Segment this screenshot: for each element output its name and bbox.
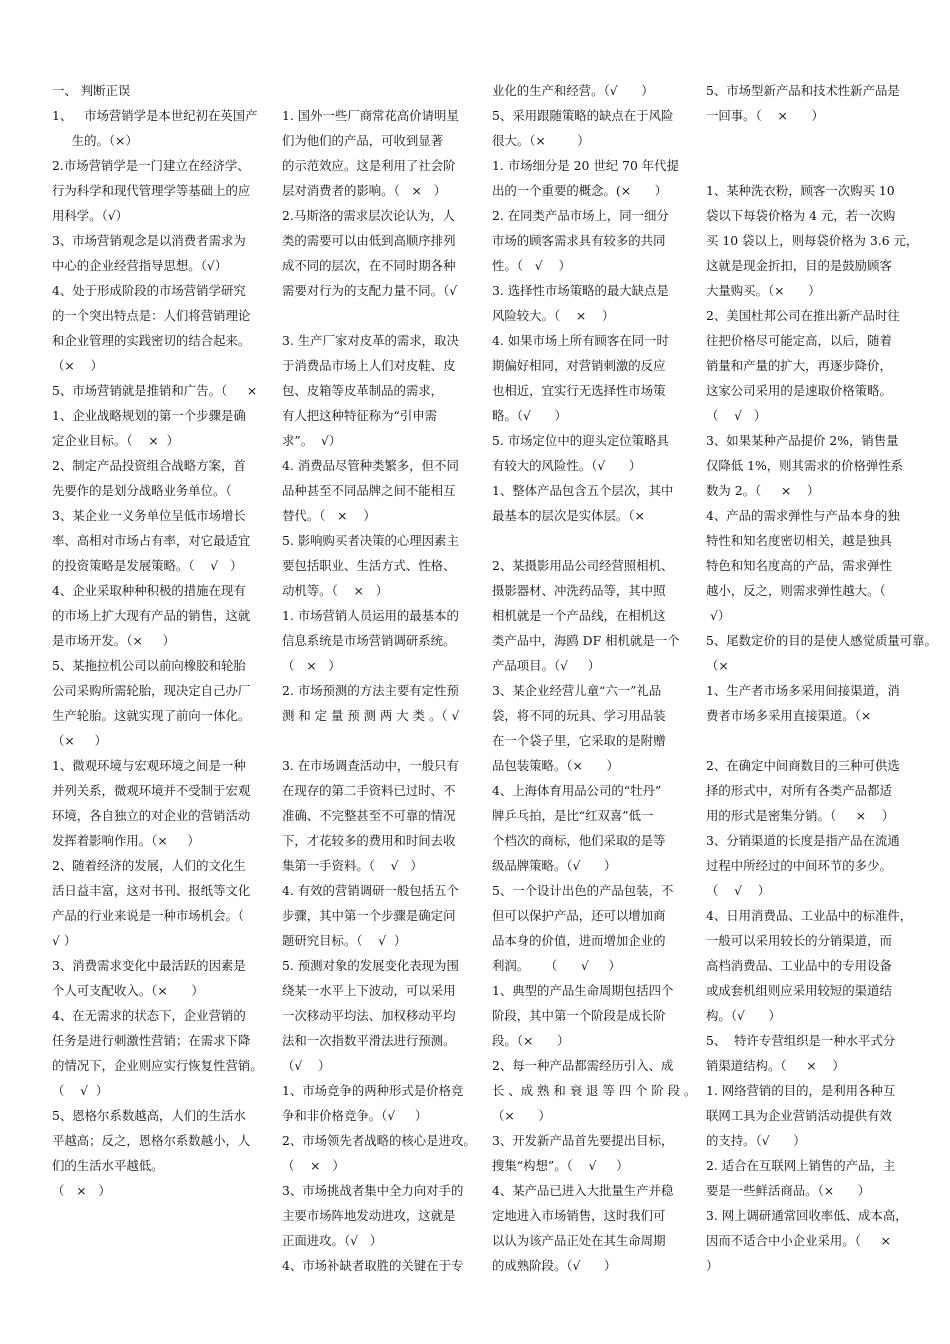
text-line: 的情况下，企业则应实行恢复性营销。 [52, 1058, 263, 1073]
text-line: 或成套机组则应采用较短的渠道结 [706, 983, 892, 998]
text-line: （× [706, 658, 729, 673]
text-line: 阶段，其中第一个阶段是成长阶 [492, 1008, 666, 1023]
text-line: 最基本的层次是实体层。（× [492, 508, 645, 523]
text-line: 往把价格尽可能定高，以后，随着 [706, 333, 892, 348]
text-line: 4、在无需求的状态下，企业营销的 [52, 1008, 246, 1023]
text-line: 销渠道结构。（ × ） [706, 1058, 845, 1073]
column-4 [706, 78, 937, 1278]
text-line: 平越高；反之，恩格尔系数越小，人 [52, 1133, 251, 1148]
text-line: 的支持。（√ ） [706, 1133, 806, 1148]
column-1 [52, 78, 263, 1203]
text-line: 的市场上扩大现有产品的销售，这就 [52, 608, 251, 623]
text-line: 信息系统是市场营销调研系统。 [282, 633, 456, 648]
text-line: （ √ ） [706, 883, 771, 898]
text-line: 一、 判断正误 [52, 83, 131, 98]
text-line: 生的。（×） [52, 133, 138, 148]
text-line: 5、市场型新产品和技术性新产品是 [706, 83, 900, 98]
text-line: 2、市场领先者战略的核心是进攻。 [282, 1133, 476, 1148]
text-line: 很大。（× ） [492, 133, 590, 148]
text-line: 准确、不完整甚至不可靠的情况 [282, 808, 456, 823]
text-line: 2、制定产品投资组合战略方案，首 [52, 458, 246, 473]
text-line: 集第一手资料。（ √ ） [282, 858, 423, 873]
text-line: 需要对行为的支配力量不同。（√ [282, 283, 458, 298]
text-line: 性。（ √ ） [492, 258, 571, 273]
text-line: 1. 市场营销人员运用的最基本的 [282, 608, 459, 623]
text-line: 1、微观环境与宏观环境之间是一种 [52, 758, 246, 773]
text-line: 类产品中，海鸥 DF 相机就是一个 [492, 633, 680, 648]
text-line: 5. 预测对象的发展变化表现为围 [282, 958, 459, 973]
text-line: 个档次的商标，他们采取的是等 [492, 833, 666, 848]
text-line: 4. 有效的营销调研一般包括五个 [282, 883, 459, 898]
text-line: 定企业目标。（ × ） [52, 433, 179, 448]
text-line: 4、处于形成阶段的市场营销学研究 [52, 283, 246, 298]
text-line: 1、 市场营销学是本世纪初在英国产 [52, 108, 258, 123]
text-line [706, 153, 937, 178]
text-line: 争和非价格竞争。（√ ） [282, 1108, 428, 1123]
text-line: 构。（√ ） [706, 1008, 781, 1023]
text-line: 1. 国外一些厂商常花高价请明星 [282, 108, 459, 123]
text-line: 摄影器材、冲洗药品等，其中照 [492, 583, 666, 598]
text-line: √） [706, 608, 731, 623]
text-line: （√ ） [282, 1058, 331, 1073]
text-line: 越小，反之，则需求弹性越大。（ [706, 583, 886, 598]
text-line: 出的一个重要的概念。(× ） [492, 183, 668, 198]
text-line: 在一个袋子里，它采取的是附赠 [492, 733, 666, 748]
text-line: 2、随着经济的发展，人们的文化生 [52, 858, 246, 873]
text-line: 2. 在同类产品市场上，同一细分 [492, 208, 669, 223]
text-line: 风险较大。（ × ） [492, 308, 615, 323]
text-line: （× ） [52, 733, 107, 748]
text-line: 4、某产品已进入大批量生产并稳 [492, 1183, 674, 1198]
text-line: 这就是现金折扣，目的是鼓励顾客 [706, 258, 892, 273]
text-line [492, 528, 696, 553]
text-line: 但可以保护产品，还可以增加商 [492, 908, 666, 923]
text-line: 因而不适合中小企业采用。（ × [706, 1233, 891, 1248]
text-line: 要包括职业、生活方式、性格、 [282, 558, 456, 573]
text-line: 费者市场多采用直接渠道。（× [706, 708, 872, 723]
text-line: 类的需要可以由低到高顺序排列 [282, 233, 456, 248]
text-line: 品包装策略。（× ） [492, 758, 619, 773]
text-line: 产品项目。（√ ） [492, 658, 601, 673]
text-line: 搜集“构想”。（ √ ） [492, 1158, 629, 1173]
text-line: 下，才花较多的费用和时间去收 [282, 833, 456, 848]
text-line: 特性和知名度密切相关，越是独具 [706, 533, 892, 548]
text-line: 层对消费者的影响。（ × ） [282, 183, 447, 198]
text-line: （ × ） [282, 1158, 345, 1173]
text-line: 过程中所经过的中间环节的多少。 [706, 858, 892, 873]
text-line [282, 728, 476, 753]
text-line: 品种甚至不同品牌之间不能相互 [282, 483, 456, 498]
text-line: 活日益丰富，这对书刊、报纸等文化 [52, 883, 251, 898]
text-line: 1、生产者市场多采用间接渠道，消 [706, 683, 900, 698]
text-line: 们为他们的产品，可收到显著 [282, 133, 444, 148]
text-line: 题研究目标。（ √ ） [282, 933, 407, 948]
text-line: （× ） [52, 358, 103, 373]
text-line: 的示范效应。这是利用了社会阶 [282, 158, 456, 173]
text-line: （× ） [492, 1108, 551, 1123]
text-line: 1、市场竞争的两种形式是价格竞 [282, 1083, 464, 1098]
text-line [706, 128, 937, 153]
text-line: 2. 市场预测的方法主要有定性预 [282, 683, 459, 698]
text-line: 业化的生产和经营。（√ ） [492, 83, 654, 98]
text-line: 有较大的风险性。（√ ） [492, 458, 642, 473]
text-line: 4、企业采取种种积极的措施在现有 [52, 583, 246, 598]
text-line: 2、某摄影用品公司经营照相机、 [492, 558, 674, 573]
text-line: 法和一次指数平滑法进行预测。 [282, 1033, 456, 1048]
text-line: 任务是进行刺激性营销；在需求下降 [52, 1033, 251, 1048]
text-line: 2、每一种产品都需经历引入、成 [492, 1058, 674, 1073]
text-line: 生产轮胎。这就实现了前向一体化。 [52, 708, 251, 723]
text-line: 率、高相对市场占有率，对它最适宜 [52, 533, 251, 548]
text-line: 3、某企业一义务单位呈低市场增长 [52, 508, 246, 523]
text-line: 包、皮箱等皮革制品的需求， [282, 383, 444, 398]
text-line: 买 10 袋以上，则每袋价格为 3.6 元， [706, 233, 919, 248]
text-line: 略。（√ ） [492, 408, 567, 423]
text-line: 相机就是一个产品线，在相机这 [492, 608, 666, 623]
text-line: 3、市场营销观念是以消费者需求为 [52, 233, 246, 248]
text-line: 4、日用消费品、工业品中的标准件， [706, 908, 913, 923]
text-line: （ √ ） [706, 408, 767, 423]
text-line: 在现存的第二手资料已过时、不 [282, 783, 456, 798]
text-line [282, 303, 476, 328]
text-line: 用的形式是密集分销。（ × ） [706, 808, 895, 823]
text-line: 这家公司采用的是速取价格策略。 [706, 383, 892, 398]
text-line: 公司采购所需轮胎，现决定自己办厂 [52, 683, 251, 698]
text-line: 动机等。（ × ） [282, 583, 389, 598]
text-line: 袋，将不同的玩具、学习用品装 [492, 708, 666, 723]
text-line: 4. 如果市场上所有顾客在同一时 [492, 333, 669, 348]
text-line: 于消费品市场上人们对皮鞋、皮 [282, 358, 456, 373]
text-line: 销量和产量的扩大，再逐步降价， [706, 358, 892, 373]
text-line: 高档消费品、工业品中的专用设备 [706, 958, 892, 973]
text-line: 的投资策略是发展策略。（ √ ） [52, 558, 243, 573]
text-line: 1. 市场细分是 20 世纪 70 年代提 [492, 158, 679, 173]
text-line: 仅降低 1%，则其需求的价格弹性系 [706, 458, 904, 473]
text-line: 行为科学和现代管理学等基础上的应 [52, 183, 251, 198]
text-line: 级品牌策略。（√ ） [492, 858, 617, 873]
text-line: 一次移动平均法、加权移动平均 [282, 1008, 456, 1023]
text-line: 5、一个设计出色的产品包装，不 [492, 883, 674, 898]
text-line: 5、采用跟随策略的缺点在于风险 [492, 108, 674, 123]
text-line: 数为 2。（ × ） [706, 483, 820, 498]
text-line: 替代。（ × ） [282, 508, 376, 523]
text-line: 定地进入市场销售，这时我们可 [492, 1208, 666, 1223]
text-line: 的一个突出特点是：人们将营销理论 [52, 308, 251, 323]
text-line: 和企业管理的实践密切的结合起来。 [52, 333, 251, 348]
text-line: 主要市场阵地发动进攻，这就是 [282, 1208, 456, 1223]
text-line: 3、市场挑战者集中全力向对手的 [282, 1183, 464, 1198]
text-line [282, 78, 476, 103]
column-2 [282, 78, 476, 1278]
text-line: 3、如果某种产品提价 2%，销售量 [706, 433, 899, 448]
text-line: 5、 特许专营组织是一种水平式分 [706, 1033, 896, 1048]
text-line: 2.市场营销学是一门建立在经济学、 [52, 158, 250, 173]
text-line: 段。（× ） [492, 1033, 570, 1048]
text-line: 正面进攻。（√ ） [282, 1233, 383, 1248]
text-line: 并列关系，微观环境并不受制于宏观 [52, 783, 251, 798]
text-line: 个人可支配收入。（× ） [52, 983, 204, 998]
text-line: 利润。 （ √ ） [492, 958, 621, 973]
text-line: 2、美国杜邦公司在推出新产品时往 [706, 308, 900, 323]
text-line: 以认为该产品正处在其生命周期 [492, 1233, 666, 1248]
text-line: 绕某一水平上下波动，可以采用 [282, 983, 456, 998]
text-line: 5、尾数定价的目的是使人感觉质量可靠。 [706, 633, 937, 648]
text-line: 3. 生产厂家对皮革的需求，取决 [282, 333, 459, 348]
text-line: 的成熟阶段。（√ ） [492, 1258, 617, 1273]
text-line: 期偏好相同，对营销刺激的反应 [492, 358, 666, 373]
text-line: 择的形式中，对所有各类产品都适 [706, 783, 892, 798]
text-line: （ √ ） [52, 1083, 109, 1098]
text-line: 3、开发新产品首先要提出目标， [492, 1133, 674, 1148]
text-line: 1、企业战略规划的第一个步骤是确 [52, 408, 246, 423]
text-line: 4、市场补缺者取胜的关键在于专 [282, 1258, 464, 1273]
text-line: 1、整体产品包含五个层次，其中 [492, 483, 674, 498]
text-line: 3. 网上调研通常回收率低、成本高， [706, 1208, 908, 1223]
text-line: 先要作的是划分战略业务单位。（ [52, 483, 232, 498]
text-line: 步骤，其中第一个步骤是确定问 [282, 908, 456, 923]
column-3 [492, 78, 696, 1278]
text-line: 求”。 √） [282, 433, 342, 448]
text-line: 大量购买。（× ） [706, 283, 821, 298]
text-line: 1、典型的产品生命周期包括四个 [492, 983, 674, 998]
text-line: 联网工具为企业营销活动提供有效 [706, 1108, 892, 1123]
text-line: 环境，各自独立的对企业的营销活动 [52, 808, 251, 823]
text-line: 市场的顾客需求具有较多的共同 [492, 233, 666, 248]
text-line: 产品的行业来说是一种市场机会。（ [52, 908, 245, 923]
text-line: 4. 消费品尽管种类繁多，但不同 [282, 458, 459, 473]
text-line: 测 和 定 量 预 测 两 大 类 。（ √ [282, 708, 460, 723]
text-line: 2. 适合在互联网上销售的产品，主 [706, 1158, 896, 1173]
text-line: 一般可以采用较长的分销渠道，而 [706, 933, 892, 948]
text-line: 5、市场营销就是推销和广告。（ × [52, 383, 258, 398]
text-line: 5、某拖拉机公司以前向橡胶和轮胎 [52, 658, 246, 673]
text-line: 一回事。（ × ） [706, 108, 824, 123]
text-line: 品本身的价值，进而增加企业的 [492, 933, 666, 948]
text-line: 2.马斯洛的需求层次论认为，人 [282, 208, 455, 223]
text-line: 3. 在市场调查活动中，一般只有 [282, 758, 459, 773]
text-line: 4、上海体育用品公司的“牡丹” [492, 783, 662, 798]
text-line: 5. 市场定位中的迎头定位策略具 [492, 433, 669, 448]
text-line: 中心的企业经营指导思想。（√） [52, 258, 228, 273]
text-line: 1. 网络营销的目的，是利用各种互 [706, 1083, 896, 1098]
text-line: 5. 影响购买者决策的心理因素主 [282, 533, 459, 548]
text-line: 袋以下每袋价格为 4 元，若一次购 [706, 208, 896, 223]
text-line: 牌乒乓拍，是比“红双喜”低一 [492, 808, 654, 823]
text-line: 也相近，宜实行无选择性市场策 [492, 383, 666, 398]
text-line: 们的生活水平越低。 [52, 1158, 164, 1173]
text-line: √ ） [52, 933, 77, 948]
text-line: 是市场开发。（× ） [52, 633, 176, 648]
text-line: （ × ） [282, 658, 341, 673]
text-line: 2、在确定中间商数目的三种可供选 [706, 758, 900, 773]
text-line: 3、某企业经营儿童“六一”礼品 [492, 683, 662, 698]
text-line: ） [706, 1258, 719, 1273]
text-line: 发挥着影响作用。（× ） [52, 833, 200, 848]
text-line [706, 728, 937, 753]
text-line: 要是一些鲜活商品。（× ） [706, 1183, 871, 1198]
text-line: 3. 选择性市场策略的最大缺点是 [492, 283, 669, 298]
text-line: 长 、成 熟 和 衰 退 等 四 个 阶 段 。 [492, 1083, 697, 1098]
text-line: 1、某种洗衣粉，顾客一次购买 10 [706, 183, 895, 198]
text-line: 特色和知名度高的产品，需求弹性 [706, 558, 892, 573]
text-line: （ × ） [52, 1183, 111, 1198]
text-line: 3、分销渠道的长度是指产品在流通 [706, 833, 900, 848]
text-line: 有人把这种特征称为“引申需 [282, 408, 438, 423]
text-line: 成不同的层次，在不同时期各种 [282, 258, 456, 273]
text-line: 3、消费需求变化中最活跃的因素是 [52, 958, 246, 973]
text-line: 5、恩格尔系数越高，人们的生活水 [52, 1108, 246, 1123]
text-line: 用科学。（√） [52, 208, 129, 223]
text-line: 4、产品的需求弹性与产品本身的独 [706, 508, 900, 523]
